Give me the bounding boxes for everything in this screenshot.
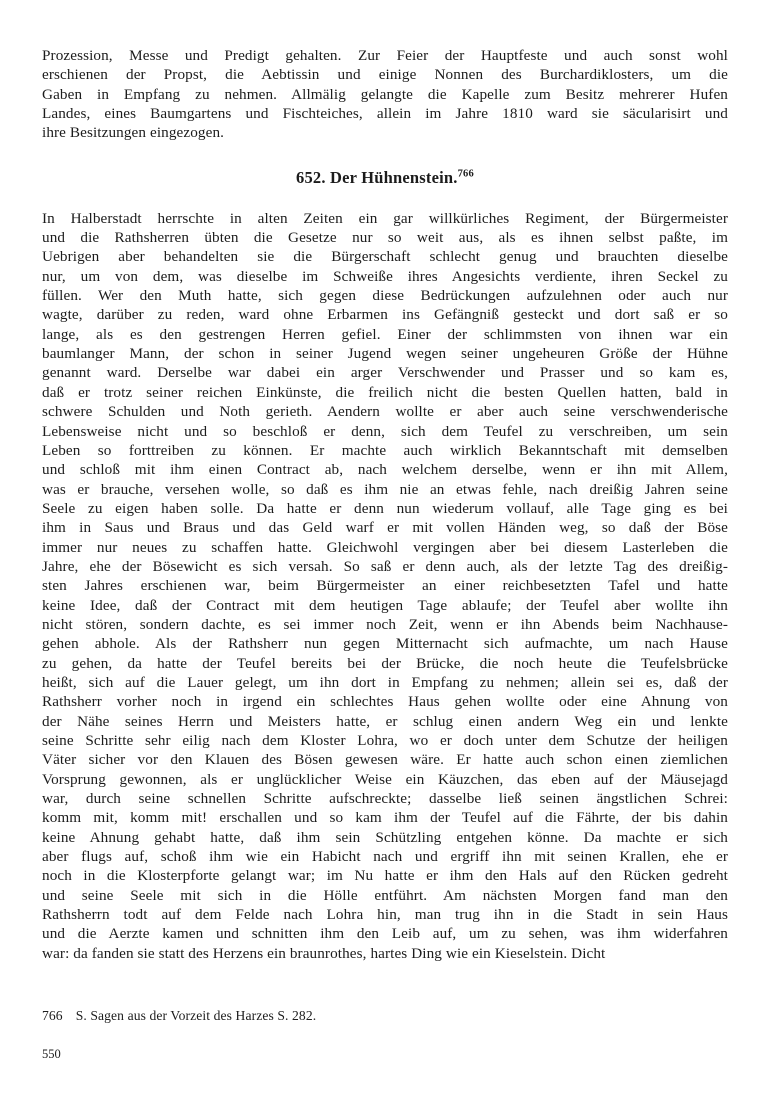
text-line: Jahre, ehe der Bösewicht es sich versah. So saß er denn auch, als der letzte Tag des dreißig- — [42, 557, 728, 575]
story-heading-title: 652. Der Hühnenstein. — [296, 167, 458, 187]
text-line: Väter sicher vor den Klauen des Bösen gewesen wäre. Er hatte auch schon einen ziemlichen — [42, 751, 728, 769]
text-line: keine Ahnung gehabt hatte, daß ihm sein Schützling entgehen könne. Da machte er sich — [42, 828, 728, 846]
text-line: In Halberstadt herrschte in alten Zeiten ein gar willkürliches Regiment, der Bürgermeister — [42, 209, 728, 227]
footnote-reference: 766 — [457, 168, 474, 180]
text-line: Uebrigen aber behandelten sie die Bürgerschaft schlecht genug und brauchten dieselbe — [42, 248, 728, 266]
text-line: nicht stören, sondern dachte, es sei immer noch Zeit, wenn er ihn Abends beim Nachhause- — [42, 615, 728, 633]
text-line: Prozession, Messe und Predigt gehalten. Zur Feier der Hauptfeste und auch sonst wohl — [42, 47, 728, 64]
text-line: immer nur neues zu schaffen hatte. Gleichwohl vergingen aber bei diesem Lasterleben die — [42, 538, 728, 556]
text-line: und die Aerzte kamen und schnitten ihm den Leib auf, um zu sehen, was ihm widerfahren — [42, 925, 728, 943]
text-line: ihre Besitzungen eingezogen. — [42, 124, 225, 142]
text-line: und seine Seele mit sich in die Hölle entführt. Am nächsten Morgen fand man den — [42, 886, 728, 904]
text-line: keine Idee, daß der Contract mit dem heutigen Tage ablaufe; der Teufel aber wollte ihn — [42, 596, 728, 614]
text-line: wagte, darüber zu reden, ward ohne Erbarmen ins Gefängniß gesteckt und dort saß er so — [42, 306, 728, 324]
text-line: sten Jahres erschienen war, beim Bürgermeister an einer reichbesetzten Tafel und hatte — [42, 577, 728, 595]
text-line: daß er trotz seiner reichen Einkünste, die freilich nicht die besten Quellen hatten, bald in — [42, 383, 728, 401]
text-line: Lebensweise nicht und so beschloß er denn, sich dem Teufel zu verschreiben, um sein — [42, 422, 728, 440]
text-line: noch in die Klosterpforte gelangt war; im Nu hatte er ihm den Hals auf den Rücken gedreht — [42, 867, 728, 885]
text-line: Landes, eines Baumgartens und Fischteiches, allein im Jahre 1810 ward sie säcularisirt und — [42, 105, 728, 123]
text-line: baumlanger Mann, der schon in seiner Jugend wegen seiner ungeheuren Größe der Hühne — [42, 345, 728, 363]
text-line: war: da fanden sie statt des Herzens ein braunrothes, hartes Ding wie ein Kieselstein. Dicht — [42, 944, 606, 962]
text-line: heißt, sich auf die Lauer gelegt, um ihn dort in Empfang zu nehmen; allein sei es, daß der — [42, 673, 728, 691]
footnote-text: S. Sagen aus der Vorzeit des Harzes S. 282. — [75, 1008, 317, 1024]
text-line: lange, als es den gestrengen Herren gefiel. Einer der schlimmsten von ihnen war ein — [42, 325, 728, 343]
text-line: seine Schritte sehr eilig nach dem Kloster Lohra, wo er doch unter dem Schutze der heiligen — [42, 732, 728, 749]
text-line: erschienen der Propst, die Aebtissin und einige Nonnen des Burchardiklosters, um die — [42, 66, 728, 84]
text-line: schwere Schulden und Noth gerieth. Aendern wollte er aber auch seine verschwenderische — [42, 403, 728, 421]
text-line: war, durch seine schnellen Schritte aufschreckte; dasselbe ließ seinen ängstlichen Schrei: — [42, 790, 728, 808]
text-line: nur, um von dem, was dieselbe im Schweiße ihres Angesichts verdiente, ihren Seckel zu — [42, 267, 728, 285]
text-line: zu gehen, da hatte der Teufel bereits bei der Brücke, die noch heute die Teufelsbrücke — [42, 654, 728, 672]
footnote-marker: 766 — [42, 1008, 63, 1024]
footnote — [42, 1007, 728, 1024]
text-line: komm mit, komm mit! erschallen und so kam ihm der Teufel auf die Fährte, der bis dahin — [42, 809, 728, 827]
text-line: ihm in Saus und Braus und das Geld warf er mit vollen Händen weg, so daß der Böse — [42, 519, 728, 537]
text-line: Seele zu eigen haben solle. Da hatte er denn nun wiederum vollauf, alle Tage ging es bei — [42, 499, 728, 517]
text-line: Gaben in Empfang zu nehmen. Allmälig gelangte die Kapelle zum Besitz mehrerer Hufen — [42, 85, 728, 103]
text-line: Rathsherrn todt auf dem Felde nach Lohra hin, man trug ihn in die Stadt in sein Haus — [42, 906, 728, 924]
text-line: Vorsprung gewonnen, als er unglücklicher Weise ein Käuzchen, das eben auf der Mäusejagd — [42, 770, 728, 788]
text-line: füllen. Wer den Muth hatte, sich gegen diese Bedrückungen aufzulehnen oder auch nur — [42, 287, 728, 305]
intro-paragraph — [42, 46, 728, 143]
story-heading — [42, 167, 728, 188]
story-paragraph — [42, 209, 728, 963]
text-line: was er brauche, versehen wolle, so daß es ihm nie an etwas fehle, nach dreißig Jahren seine — [42, 480, 728, 498]
text-line: Rathsherr vorher noch in irgend ein schlechtes Haus gehen wollte oder eine Ahnung von — [42, 693, 728, 711]
text-line: und die Rathsherren übten die Gesetze nur so weit aus, als es ihnen selbst paßte, im — [42, 229, 728, 247]
text-line: gehen abhole. Als der Rathsherr nun gegen Mitternacht sich aufmachte, um nach Hause — [42, 635, 728, 653]
page-number: 550 — [42, 1047, 61, 1062]
text-line: genannt ward. Derselbe war dabei ein arger Verschwender und Prasser und so kam es, — [42, 364, 728, 382]
text-line: und schloß mit ihm einen Contract ab, nach welchem derselbe, wenn er ihn mit Allem, — [42, 461, 728, 479]
text-line: der Nähe seines Herrn und Meisters hatte, er schlug einen andern Weg ein und lenkte — [42, 712, 728, 730]
text-line: aber flugs auf, schoß ihm wie ein Habicht nach und ergriff ihn mit seinen Krallen, ehe er — [42, 848, 728, 866]
text-line: Leben so forttreiben zu können. Er machte auch wirklich Bekanntschaft mit demselben — [42, 441, 728, 459]
